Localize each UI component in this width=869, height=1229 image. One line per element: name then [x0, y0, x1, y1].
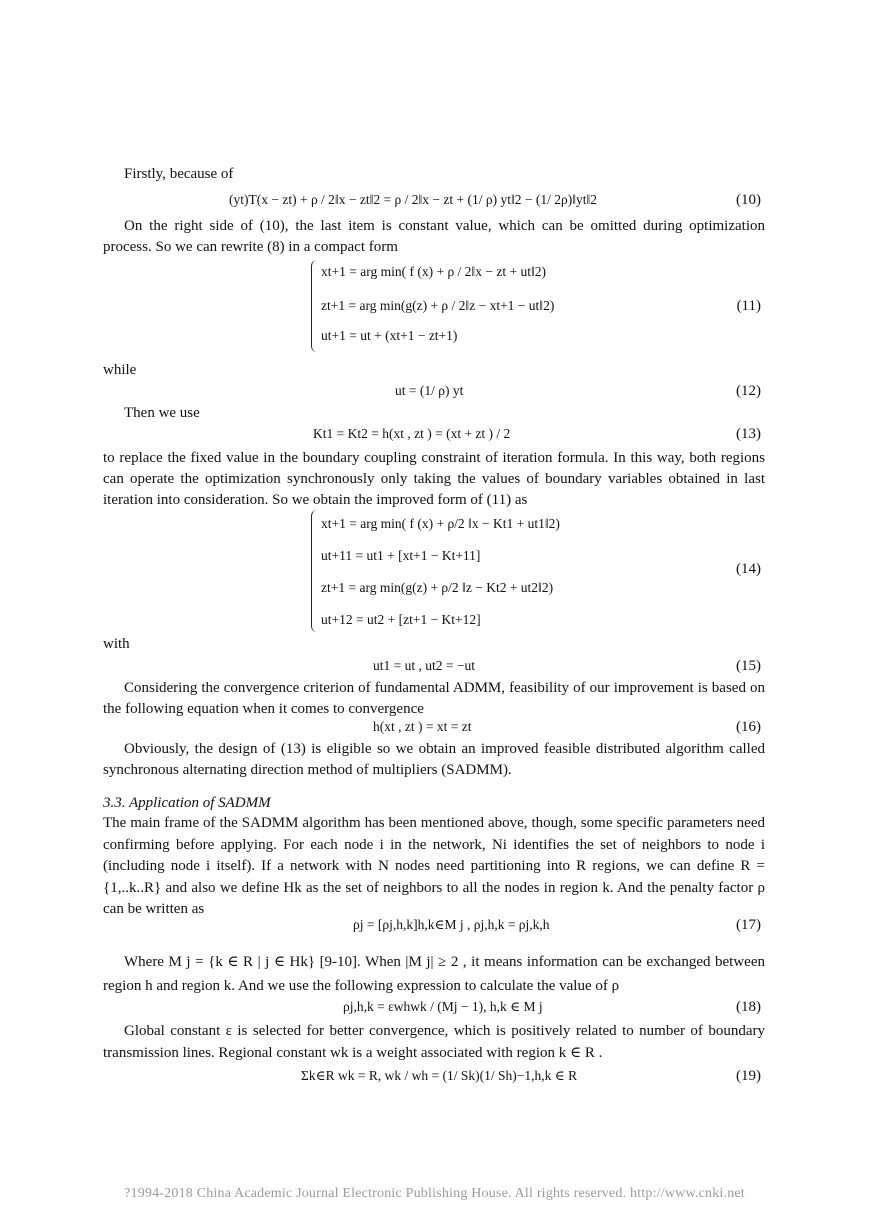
equation-12-body: ut = (1/ ρ) yt — [395, 383, 464, 398]
equation-13-body: Kt1 = Kt2 = h(xt , zt ) = (xt + zt ) / 2 — [313, 426, 511, 441]
equation-11-number: (11) — [736, 298, 761, 314]
paragraph-right-side: On the right side of (10), the last item is constant value, which can be omitted during optimization process. So we can rewrite (8) in a compact form — [103, 218, 765, 255]
paragraph-considering: Considering the convergence criterion of fundamental ADMM, feasibility of our improvement is based on the following equation when it comes to convergence — [103, 680, 765, 717]
equation-12 — [103, 381, 765, 403]
equation-11 — [103, 258, 765, 354]
equation-11-row: xt+1 = arg min( f (x) + ρ / 2‖x − zt + ut‖2) — [321, 264, 546, 279]
equation-15-number: (15) — [736, 658, 761, 674]
equation-15 — [103, 656, 765, 678]
equation-10 — [103, 190, 765, 212]
equation-14-number: (14) — [736, 561, 761, 577]
copyright-footer: ?1994-2018 China Academic Journal Electronic Publishing House. All rights reserved. http://www.cnki.net — [124, 1186, 745, 1201]
equation-11-brace — [311, 260, 318, 352]
equation-14 — [103, 508, 765, 634]
paragraph-to-replace: to replace the fixed value in the boundary coupling constraint of iteration formula. In this way, both regions can operate the optimization synchronously only taking the values of boundary variables obtained in last iteration into consideration. So we obtain the improved form of (11) as — [103, 450, 765, 508]
paragraph-global: Global constant ε is selected for better convergence, which is positively related to number of boundary transmission lines. Regional constant wk is a weight associated with region k ∈ R . — [103, 1023, 765, 1061]
paragraph-main-frame: The main frame of the SADMM algorithm has been mentioned above, though, some specific parameters need confirming before applying. For each node i in the network, Ni identifies the set of neighbors to node i (including node i itself). If a network with N nodes need partitioning into R regions, we can define R = {1,..k..R} and also we define Hk as the set of neighbors to all the nodes in region k. And the penalty factor ρ can be written as — [103, 815, 765, 917]
equation-18-number: (18) — [736, 999, 761, 1015]
equation-11-row: zt+1 = arg min(g(z) + ρ / 2‖z − xt+1 − ut‖2) — [321, 298, 555, 313]
equation-14-row: ut+11 = ut1 + [xt+1 − Kt+11] — [321, 548, 481, 563]
equation-11-row: ut+1 = ut + (xt+1 − zt+1) — [321, 328, 458, 343]
equation-14-row: xt+1 = arg min( f (x) + ρ/2 ‖x − Kt1 + ut1‖2) — [321, 516, 560, 531]
equation-19-number: (19) — [736, 1068, 761, 1084]
equation-12-number: (12) — [736, 383, 761, 399]
equation-16 — [103, 717, 765, 739]
equation-17 — [103, 915, 765, 937]
section-heading: 3.3. Application of SADMM — [103, 795, 271, 811]
equation-19-body: Σk∈R wk = R, wk / wh = (1/ Sk)(1/ Sh)−1,h,k ∈ R — [301, 1068, 578, 1083]
equation-16-body: h(xt , zt ) = xt = zt — [373, 719, 472, 734]
paragraph-with: with — [103, 636, 130, 652]
equation-15-body: ut1 = ut , ut2 = −ut — [373, 658, 475, 673]
paragraph-firstly: Firstly, because of — [124, 166, 234, 182]
equation-16-number: (16) — [736, 719, 761, 735]
equation-13-number: (13) — [736, 426, 761, 442]
paragraph-obviously: Obviously, the design of (13) is eligible so we obtain an improved feasible distributed algorithm called synchronous alternating direction method of multipliers (SADMM). — [103, 741, 765, 778]
equation-14-row: ut+12 = ut2 + [zt+1 − Kt+12] — [321, 612, 481, 627]
equation-17-number: (17) — [736, 917, 761, 933]
paragraph-where: Where M j = {k ∈ R | j ∈ Hk} [9-10]. When |M j| ≥ 2 , it means information can be exchanged between region h and region k. And we use the following expression to calculate the value of ρ — [103, 954, 765, 994]
equation-18-body: ρj,h,k = εwhwk / (Mj − 1), h,k ∈ M j — [343, 999, 543, 1014]
paragraph-while: while — [103, 362, 137, 378]
equation-14-row: zt+1 = arg min(g(z) + ρ/2 ‖z − Kt2 + ut2‖2) — [321, 580, 554, 595]
equation-13 — [103, 424, 765, 446]
paragraph-then-we-use: Then we use — [124, 405, 200, 421]
equation-19 — [103, 1066, 765, 1088]
equation-10-number: (10) — [736, 192, 761, 208]
equation-14-brace — [311, 510, 318, 632]
equation-18 — [103, 997, 765, 1019]
equation-10-body: (yt)T(x − zt) + ρ / 2‖x − zt‖2 = ρ / 2‖x − zt + (1/ ρ) yt‖2 − (1/ 2ρ)‖yt‖2 — [229, 192, 598, 207]
equation-17-body: ρj = [ρj,h,k]h,k∈M j , ρj,h,k = ρj,k,h — [353, 917, 550, 932]
